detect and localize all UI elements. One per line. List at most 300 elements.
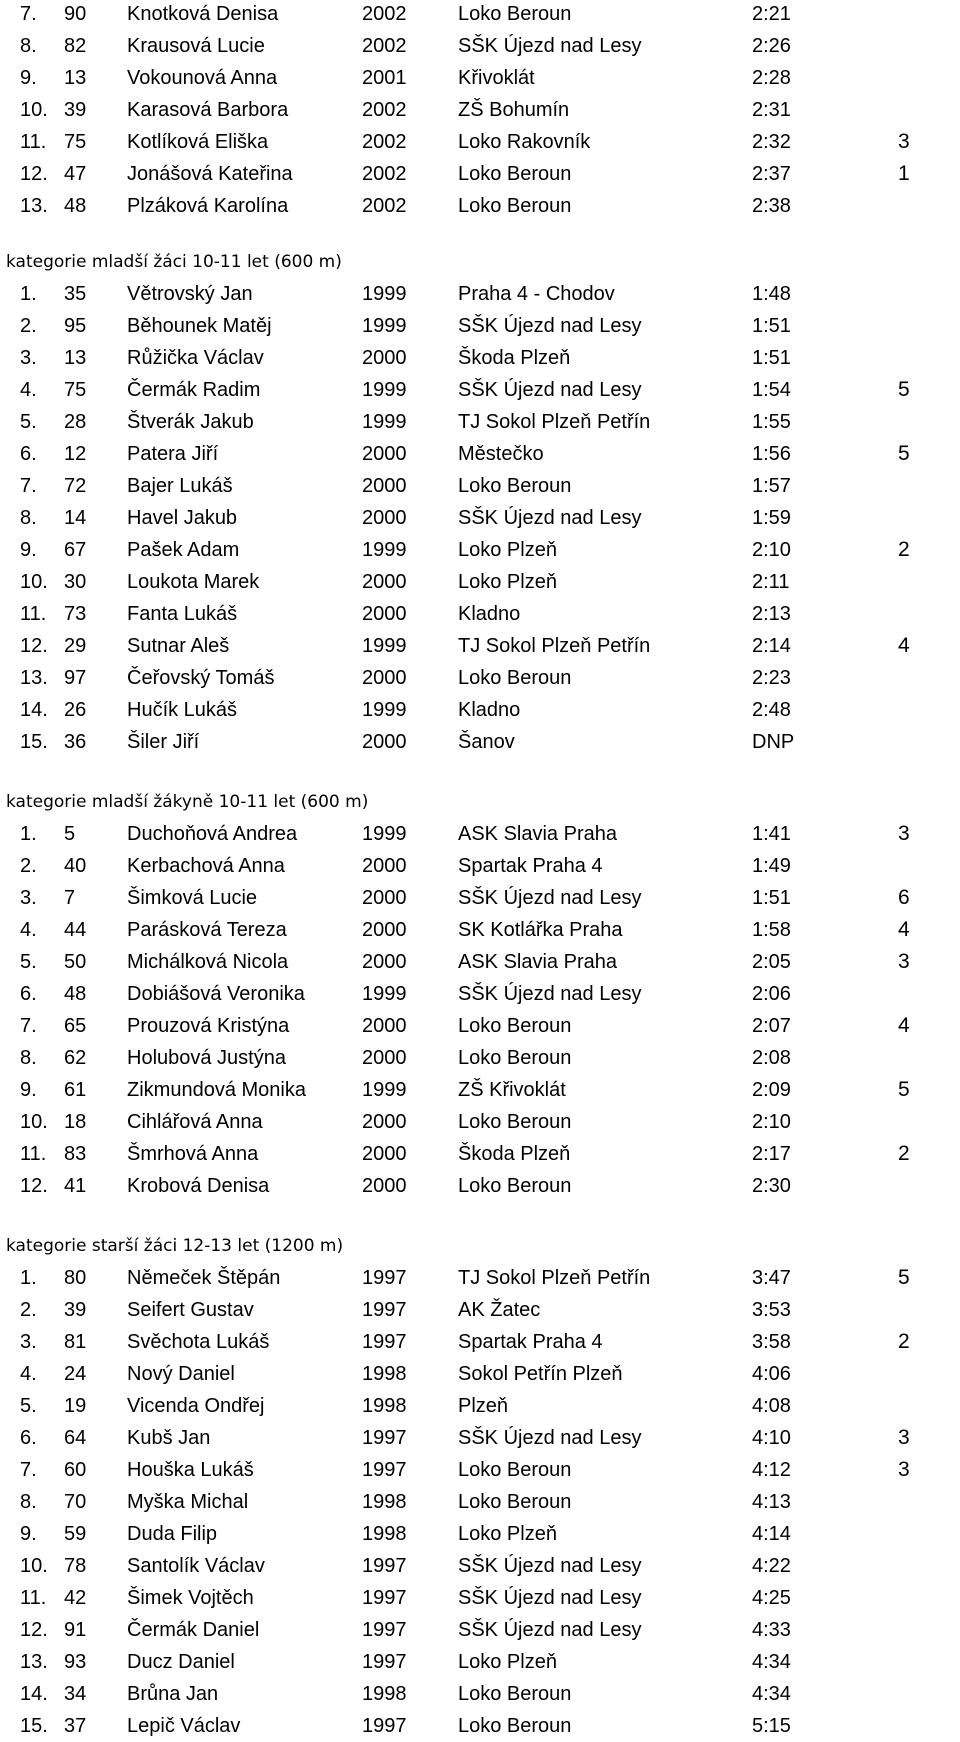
place-cell: 11.	[20, 131, 47, 153]
finish-time-cell: 1:56	[752, 443, 791, 465]
bib-number-cell: 7	[64, 887, 76, 909]
category-title: kategorie mladší žákyně 10-11 let (600 m)	[6, 792, 369, 812]
finish-time-cell: 2:26	[752, 35, 791, 57]
athlete-name-cell: Loukota Marek	[127, 571, 260, 593]
result-row	[0, 882, 960, 914]
athlete-name-cell: Běhounek Matěj	[127, 315, 272, 337]
athlete-name-cell: Havel Jakub	[127, 507, 238, 529]
place-cell: 10.	[20, 1555, 48, 1577]
bib-number-cell: 19	[64, 1395, 87, 1417]
athlete-name-cell: Bajer Lukáš	[127, 475, 233, 497]
athlete-name-cell: Knotková Denisa	[127, 3, 279, 25]
club-cell: Loko Plzeň	[458, 571, 557, 593]
athlete-name-cell: Šiler Jiří	[127, 731, 200, 753]
birth-year-cell: 2000	[362, 1111, 407, 1133]
finish-time-cell: 1:49	[752, 855, 791, 877]
place-cell: 9.	[20, 1079, 37, 1101]
results-list	[0, 278, 960, 758]
club-cell: SŠK Újezd nad Lesy	[458, 1427, 642, 1449]
club-cell: Loko Plzeň	[458, 539, 557, 561]
finish-time-cell: 4:33	[752, 1619, 791, 1641]
birth-year-cell: 2000	[362, 1143, 407, 1165]
athlete-name-cell: Větrovský Jan	[127, 283, 253, 305]
finish-time-cell: 4:06	[752, 1363, 791, 1385]
place-cell: 1.	[20, 823, 37, 845]
result-row	[0, 62, 960, 94]
place-cell: 10.	[20, 1111, 48, 1133]
result-row	[0, 726, 960, 758]
athlete-name-cell: Ducz Daniel	[127, 1651, 235, 1673]
athlete-name-cell: Duda Filip	[127, 1523, 218, 1545]
place-cell: 12.	[20, 635, 48, 657]
birth-year-cell: 1998	[362, 1395, 407, 1417]
club-cell: Loko Beroun	[458, 475, 572, 497]
athlete-name-cell: Lepič Václav	[127, 1715, 241, 1737]
finish-time-cell: 3:53	[752, 1299, 791, 1321]
place-cell: 2.	[20, 855, 37, 877]
birth-year-cell: 2002	[362, 35, 407, 57]
points-cell: 5	[898, 378, 910, 401]
result-row	[0, 850, 960, 882]
bib-number-cell: 42	[64, 1587, 87, 1609]
place-cell: 13.	[20, 1651, 48, 1673]
birth-year-cell: 2000	[362, 667, 407, 689]
bib-number-cell: 30	[64, 571, 87, 593]
finish-time-cell: 2:05	[752, 951, 791, 973]
points-cell: 3	[898, 1458, 910, 1481]
place-cell: 3.	[20, 1331, 37, 1353]
club-cell: TJ Sokol Plzeň Petřín	[458, 411, 651, 433]
finish-time-cell: 4:13	[752, 1491, 791, 1513]
finish-time-cell: 1:41	[752, 823, 791, 845]
points-cell: 2	[898, 1142, 910, 1165]
birth-year-cell: 2000	[362, 603, 407, 625]
club-cell: SŠK Újezd nad Lesy	[458, 35, 642, 57]
finish-time-cell: 1:51	[752, 347, 791, 369]
athlete-name-cell: Myška Michal	[127, 1491, 249, 1513]
birth-year-cell: 1998	[362, 1523, 407, 1545]
bib-number-cell: 83	[64, 1143, 87, 1165]
birth-year-cell: 2000	[362, 1015, 407, 1037]
points-cell: 4	[898, 634, 910, 657]
athlete-name-cell: Kerbachová Anna	[127, 855, 285, 877]
club-cell: SŠK Újezd nad Lesy	[458, 887, 642, 909]
place-cell: 14.	[20, 699, 48, 721]
finish-time-cell: 2:10	[752, 1111, 791, 1133]
athlete-name-cell: Cihlářová Anna	[127, 1111, 263, 1133]
bib-number-cell: 73	[64, 603, 87, 625]
birth-year-cell: 1999	[362, 823, 407, 845]
finish-time-cell: 2:21	[752, 3, 791, 25]
place-cell: 7.	[20, 1015, 37, 1037]
result-row	[0, 126, 960, 158]
points-cell: 2	[898, 538, 910, 561]
club-cell: Loko Beroun	[458, 163, 572, 185]
place-cell: 7.	[20, 3, 37, 25]
result-row	[0, 1518, 960, 1550]
finish-time-cell: 2:11	[752, 571, 790, 593]
club-cell: Loko Beroun	[458, 1715, 572, 1737]
club-cell: Praha 4 - Chodov	[458, 283, 615, 305]
bib-number-cell: 70	[64, 1491, 87, 1513]
birth-year-cell: 1999	[362, 283, 407, 305]
birth-year-cell: 2000	[362, 475, 407, 497]
birth-year-cell: 1997	[362, 1267, 407, 1289]
result-row	[0, 1678, 960, 1710]
athlete-name-cell: Vicenda Ondřej	[127, 1395, 265, 1417]
place-cell: 13.	[20, 667, 48, 689]
club-cell: Loko Plzeň	[458, 1523, 557, 1545]
bib-number-cell: 13	[64, 67, 87, 89]
result-row	[0, 278, 960, 310]
result-row	[0, 1294, 960, 1326]
club-cell: Kladno	[458, 603, 521, 625]
result-row	[0, 502, 960, 534]
points-cell: 4	[898, 1014, 910, 1037]
result-row	[0, 1390, 960, 1422]
points-cell: 2	[898, 1330, 910, 1353]
place-cell: 11.	[20, 1587, 47, 1609]
result-row	[0, 946, 960, 978]
club-cell: Spartak Praha 4	[458, 1331, 603, 1353]
result-row	[0, 662, 960, 694]
birth-year-cell: 2000	[362, 951, 407, 973]
club-cell: SŠK Újezd nad Lesy	[458, 379, 642, 401]
athlete-name-cell: Zikmundová Monika	[127, 1079, 306, 1101]
result-row	[0, 1042, 960, 1074]
place-cell: 12.	[20, 163, 48, 185]
place-cell: 11.	[20, 603, 47, 625]
category-title: kategorie starší žáci 12-13 let (1200 m)	[6, 1236, 344, 1256]
bib-number-cell: 75	[64, 379, 87, 401]
bib-number-cell: 5	[64, 823, 76, 845]
bib-number-cell: 72	[64, 475, 87, 497]
club-cell: TJ Sokol Plzeň Petřín	[458, 1267, 651, 1289]
result-row	[0, 438, 960, 470]
result-row	[0, 374, 960, 406]
birth-year-cell: 1997	[362, 1715, 407, 1737]
bib-number-cell: 50	[64, 951, 87, 973]
birth-year-cell: 1999	[362, 699, 407, 721]
result-row	[0, 598, 960, 630]
athlete-name-cell: Santolík Václav	[127, 1555, 265, 1577]
club-cell: ASK Slavia Praha	[458, 823, 617, 845]
bib-number-cell: 64	[64, 1427, 87, 1449]
place-cell: 6.	[20, 983, 37, 1005]
result-row	[0, 190, 960, 222]
points-cell: 3	[898, 130, 910, 153]
club-cell: Křivoklát	[458, 67, 535, 89]
athlete-name-cell: Jonášová Kateřina	[127, 163, 293, 185]
place-cell: 9.	[20, 1523, 37, 1545]
birth-year-cell: 2002	[362, 3, 407, 25]
place-cell: 7.	[20, 1459, 37, 1481]
result-row	[0, 566, 960, 598]
birth-year-cell: 1999	[362, 635, 407, 657]
finish-time-cell: 2:10	[752, 539, 791, 561]
finish-time-cell: 2:23	[752, 667, 791, 689]
result-row	[0, 470, 960, 502]
birth-year-cell: 2002	[362, 99, 407, 121]
bib-number-cell: 28	[64, 411, 87, 433]
bib-number-cell: 62	[64, 1047, 87, 1069]
finish-time-cell: 2:30	[752, 1175, 791, 1197]
place-cell: 4.	[20, 379, 37, 401]
result-row	[0, 1550, 960, 1582]
finish-time-cell: 2:28	[752, 67, 791, 89]
result-row	[0, 1326, 960, 1358]
bib-number-cell: 14	[64, 507, 87, 529]
bib-number-cell: 36	[64, 731, 87, 753]
place-cell: 4.	[20, 1363, 37, 1385]
club-cell: ASK Slavia Praha	[458, 951, 617, 973]
birth-year-cell: 1997	[362, 1331, 407, 1353]
club-cell: Kladno	[458, 699, 521, 721]
bib-number-cell: 93	[64, 1651, 87, 1673]
birth-year-cell: 1998	[362, 1683, 407, 1705]
club-cell: TJ Sokol Plzeň Petřín	[458, 635, 651, 657]
bib-number-cell: 47	[64, 163, 87, 185]
athlete-name-cell: Šmrhová Anna	[127, 1143, 259, 1165]
points-cell: 5	[898, 1266, 910, 1289]
athlete-name-cell: Karasová Barbora	[127, 99, 289, 121]
bib-number-cell: 61	[64, 1079, 87, 1101]
club-cell: Sokol Petřín Plzeň	[458, 1363, 623, 1385]
finish-time-cell: 1:57	[752, 475, 791, 497]
finish-time-cell: 4:10	[752, 1427, 791, 1449]
finish-time-cell: 4:14	[752, 1523, 791, 1545]
athlete-name-cell: Michálková Nicola	[127, 951, 289, 973]
results-list	[0, 1262, 960, 1742]
athlete-name-cell: Růžička Václav	[127, 347, 264, 369]
athlete-name-cell: Prouzová Kristýna	[127, 1015, 290, 1037]
category-title: kategorie mladší žáci 10-11 let (600 m)	[6, 252, 342, 272]
finish-time-cell: 1:51	[752, 887, 791, 909]
athlete-name-cell: Plzáková Karolína	[127, 195, 289, 217]
results-section-continued	[0, 0, 960, 222]
club-cell: Loko Beroun	[458, 1047, 572, 1069]
result-row	[0, 0, 960, 30]
club-cell: ZŠ Bohumín	[458, 99, 570, 121]
club-cell: Škoda Plzeň	[458, 347, 571, 369]
finish-time-cell: 2:09	[752, 1079, 791, 1101]
birth-year-cell: 1997	[362, 1427, 407, 1449]
bib-number-cell: 65	[64, 1015, 87, 1037]
club-cell: Loko Beroun	[458, 3, 572, 25]
points-cell: 3	[898, 1426, 910, 1449]
finish-time-cell: 2:13	[752, 603, 791, 625]
finish-time-cell: 2:06	[752, 983, 791, 1005]
place-cell: 9.	[20, 539, 37, 561]
club-cell: Loko Beroun	[458, 1683, 572, 1705]
result-row	[0, 1614, 960, 1646]
club-cell: SK Kotlářka Praha	[458, 919, 623, 941]
finish-time-cell: 2:31	[752, 99, 791, 121]
bib-number-cell: 13	[64, 347, 87, 369]
birth-year-cell: 1998	[362, 1363, 407, 1385]
club-cell: Loko Beroun	[458, 1111, 572, 1133]
results-section-girls-10-11	[0, 786, 960, 1202]
finish-time-cell: 4:22	[752, 1555, 791, 1577]
athlete-name-cell: Štverák Jakub	[127, 411, 254, 433]
place-cell: 8.	[20, 507, 37, 529]
club-cell: Loko Beroun	[458, 667, 572, 689]
athlete-name-cell: Krobová Denisa	[127, 1175, 270, 1197]
club-cell: Loko Beroun	[458, 195, 572, 217]
place-cell: 8.	[20, 1491, 37, 1513]
bib-number-cell: 34	[64, 1683, 87, 1705]
birth-year-cell: 2000	[362, 731, 407, 753]
athlete-name-cell: Vokounová Anna	[127, 67, 278, 89]
place-cell: 2.	[20, 315, 37, 337]
athlete-name-cell: Čermák Radim	[127, 379, 261, 401]
result-row	[0, 158, 960, 190]
birth-year-cell: 2000	[362, 443, 407, 465]
birth-year-cell: 1997	[362, 1555, 407, 1577]
results-section-boys-12-13	[0, 1230, 960, 1742]
result-row	[0, 1262, 960, 1294]
club-cell: SŠK Újezd nad Lesy	[458, 1619, 642, 1641]
place-cell: 13.	[20, 195, 48, 217]
result-row	[0, 1106, 960, 1138]
finish-time-cell: 2:37	[752, 163, 791, 185]
birth-year-cell: 1997	[362, 1587, 407, 1609]
bib-number-cell: 44	[64, 919, 87, 941]
place-cell: 9.	[20, 67, 37, 89]
place-cell: 3.	[20, 887, 37, 909]
result-row	[0, 406, 960, 438]
points-cell: 3	[898, 950, 910, 973]
club-cell: Loko Plzeň	[458, 1651, 557, 1673]
place-cell: 2.	[20, 1299, 37, 1321]
place-cell: 11.	[20, 1143, 47, 1165]
place-cell: 5.	[20, 1395, 37, 1417]
athlete-name-cell: Pašek Adam	[127, 539, 240, 561]
club-cell: SŠK Újezd nad Lesy	[458, 507, 642, 529]
bib-number-cell: 26	[64, 699, 87, 721]
bib-number-cell: 59	[64, 1523, 87, 1545]
place-cell: 1.	[20, 283, 37, 305]
club-cell: Loko Beroun	[458, 1015, 572, 1037]
bib-number-cell: 12	[64, 443, 87, 465]
points-cell: 4	[898, 918, 910, 941]
place-cell: 7.	[20, 475, 37, 497]
place-cell: 6.	[20, 443, 37, 465]
result-row	[0, 30, 960, 62]
finish-time-cell: 1:51	[752, 315, 791, 337]
bib-number-cell: 48	[64, 983, 87, 1005]
finish-time-cell: 1:48	[752, 283, 791, 305]
athlete-name-cell: Šimek Vojtěch	[127, 1587, 254, 1609]
club-cell: Loko Rakovník	[458, 131, 591, 153]
club-cell: AK Žatec	[458, 1299, 541, 1321]
finish-time-cell: 4:12	[752, 1459, 791, 1481]
birth-year-cell: 2002	[362, 163, 407, 185]
place-cell: 10.	[20, 99, 48, 121]
finish-time-cell: 3:58	[752, 1331, 791, 1353]
athlete-name-cell: Holubová Justýna	[127, 1047, 286, 1069]
place-cell: 12.	[20, 1175, 48, 1197]
place-cell: 3.	[20, 347, 37, 369]
result-row	[0, 694, 960, 726]
birth-year-cell: 1998	[362, 1491, 407, 1513]
athlete-name-cell: Krausová Lucie	[127, 35, 265, 57]
athlete-name-cell: Duchoňová Andrea	[127, 823, 298, 845]
athlete-name-cell: Čermák Daniel	[127, 1619, 260, 1641]
birth-year-cell: 2000	[362, 855, 407, 877]
birth-year-cell: 1999	[362, 411, 407, 433]
result-row	[0, 1010, 960, 1042]
birth-year-cell: 2000	[362, 887, 407, 909]
bib-number-cell: 39	[64, 99, 87, 121]
bib-number-cell: 41	[64, 1175, 87, 1197]
club-cell: Loko Beroun	[458, 1175, 572, 1197]
result-row	[0, 1170, 960, 1202]
result-row	[0, 1138, 960, 1170]
results-list	[0, 818, 960, 1202]
result-row	[0, 914, 960, 946]
bib-number-cell: 60	[64, 1459, 87, 1481]
finish-time-cell: 4:34	[752, 1683, 791, 1705]
bib-number-cell: 18	[64, 1111, 87, 1133]
bib-number-cell: 90	[64, 3, 87, 25]
athlete-name-cell: Houška Lukáš	[127, 1459, 254, 1481]
athlete-name-cell: Svěchota Lukáš	[127, 1331, 270, 1353]
finish-time-cell: 4:08	[752, 1395, 791, 1417]
bib-number-cell: 78	[64, 1555, 87, 1577]
points-cell: 3	[898, 822, 910, 845]
club-cell: Spartak Praha 4	[458, 855, 603, 877]
club-cell: SŠK Újezd nad Lesy	[458, 1587, 642, 1609]
place-cell: 15.	[20, 1715, 48, 1737]
birth-year-cell: 2000	[362, 507, 407, 529]
bib-number-cell: 40	[64, 855, 87, 877]
birth-year-cell: 1999	[362, 379, 407, 401]
birth-year-cell: 1997	[362, 1651, 407, 1673]
result-row	[0, 818, 960, 850]
finish-time-cell: 5:15	[752, 1715, 791, 1737]
finish-time-cell: 4:25	[752, 1587, 791, 1609]
bib-number-cell: 37	[64, 1715, 87, 1737]
club-cell: Plzeň	[458, 1395, 509, 1417]
place-cell: 4.	[20, 919, 37, 941]
club-cell: ZŠ Křivoklát	[458, 1079, 566, 1101]
finish-time-cell: 1:55	[752, 411, 791, 433]
athlete-name-cell: Nový Daniel	[127, 1363, 235, 1385]
bib-number-cell: 39	[64, 1299, 87, 1321]
result-row	[0, 978, 960, 1010]
club-cell: Městečko	[458, 443, 544, 465]
points-cell: 5	[898, 1078, 910, 1101]
points-cell: 5	[898, 442, 910, 465]
athlete-name-cell: Patera Jiří	[127, 443, 219, 465]
place-cell: 6.	[20, 1427, 37, 1449]
result-row	[0, 630, 960, 662]
result-row	[0, 1710, 960, 1742]
club-cell: Loko Beroun	[458, 1491, 572, 1513]
bib-number-cell: 95	[64, 315, 87, 337]
bib-number-cell: 91	[64, 1619, 87, 1641]
club-cell: Šanov	[458, 731, 515, 753]
athlete-name-cell: Brůna Jan	[127, 1683, 219, 1705]
birth-year-cell: 2001	[362, 67, 407, 89]
birth-year-cell: 1999	[362, 983, 407, 1005]
finish-time-cell: 2:14	[752, 635, 791, 657]
bib-number-cell: 97	[64, 667, 87, 689]
club-cell: Loko Beroun	[458, 1459, 572, 1481]
place-cell: 1.	[20, 1267, 37, 1289]
result-row	[0, 1582, 960, 1614]
